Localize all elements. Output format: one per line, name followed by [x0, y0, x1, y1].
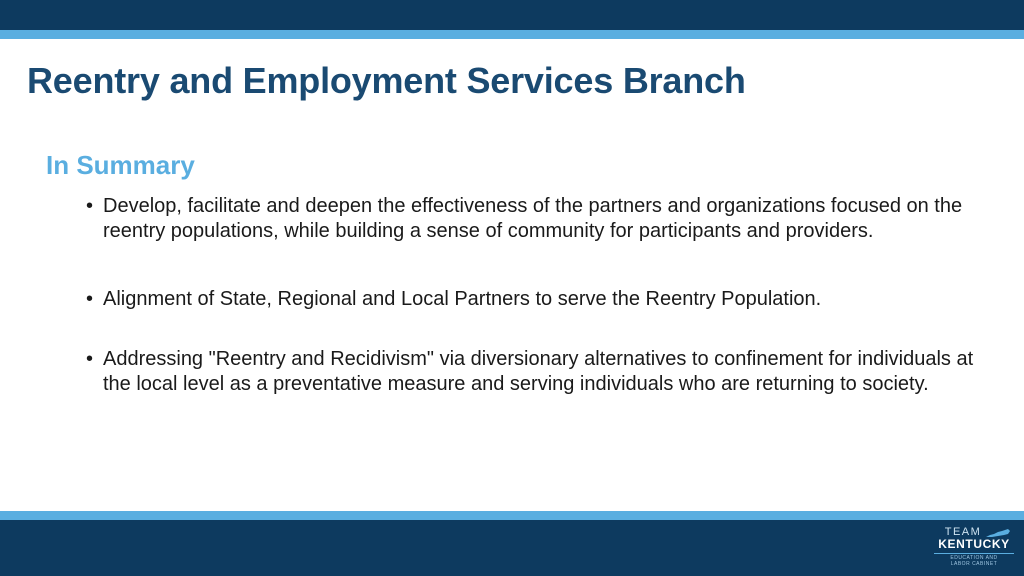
- logo-team-text: TEAM: [944, 526, 982, 538]
- team-kentucky-logo: [930, 526, 1018, 570]
- bullet-list: [86, 194, 976, 397]
- logo-divider: [934, 553, 1014, 554]
- top-accent-stripe: [0, 30, 1024, 39]
- bottom-accent-stripe: [0, 511, 1024, 520]
- bullet-item: • Develop, facilitate and deepen the effectiveness of the partners and organizations focused on the reentry populations, while building a sense of community for participants and providers.: [86, 194, 976, 244]
- logo-cabinet-text: EDUCATION AND: [950, 555, 998, 561]
- bullet-item: • Addressing "Reentry and Recidivism" via diversionary alternatives to confinement for individuals at the local level as a preventative measure and serving individuals who are returning to society.: [86, 347, 976, 397]
- section-subtitle: In Summary: [46, 150, 195, 180]
- slide-title: Reentry and Employment Services Branch: [27, 60, 746, 101]
- kentucky-state-icon: [986, 529, 1010, 538]
- logo-state-text: KENTUCKY: [938, 537, 1010, 551]
- top-banner: [0, 0, 1024, 30]
- logo-cabinet-text: LABOR CABINET: [950, 561, 998, 567]
- bottom-banner: [0, 520, 1024, 576]
- bullet-item: • Alignment of State, Regional and Local Partners to serve the Reentry Population.: [86, 287, 976, 312]
